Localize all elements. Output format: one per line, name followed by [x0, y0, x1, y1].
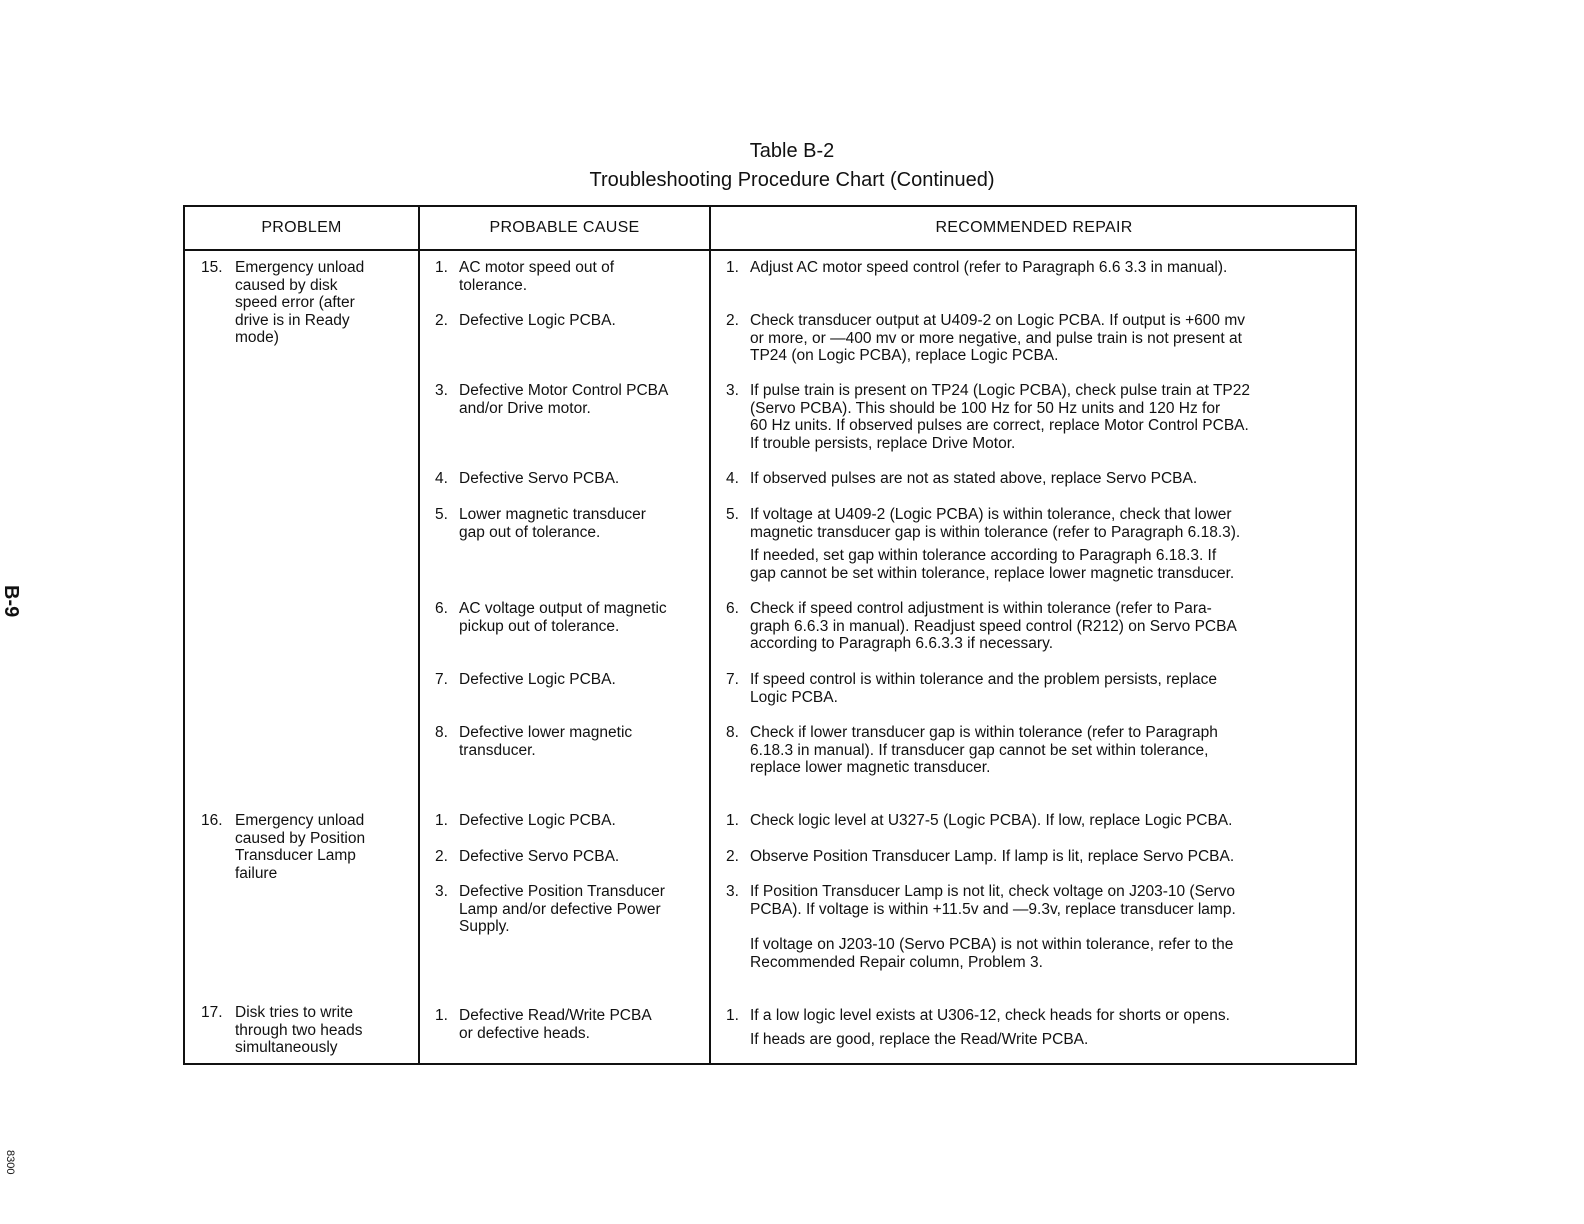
item-number: 5. — [726, 506, 739, 523]
item-number: 3. — [435, 883, 448, 900]
item-number: 6. — [435, 600, 448, 617]
item-number: 3. — [726, 382, 739, 399]
item-number: 7. — [435, 671, 448, 688]
problem-text: Emergency unload caused by Position Transducer Lamp failure — [235, 812, 366, 882]
item-text: Defective Servo PCBA. — [459, 470, 620, 487]
item-text: Lower magnetic transducer gap out of tolerance. — [459, 506, 646, 541]
header-divider — [185, 249, 1355, 251]
problem-text: Emergency unload caused by disk speed error (after drive is in Ready mode) — [235, 259, 365, 347]
problem-number: 17. — [201, 1004, 223, 1021]
page-number: B-9 — [0, 585, 22, 618]
item-text: If heads are good, replace the Read/Write PCBA. — [750, 1031, 1089, 1048]
item-text: Adjust AC motor speed control (refer to Paragraph 6.6 3.3 in manual). — [750, 259, 1228, 276]
item-text: Defective Read/Write PCBA or defective heads. — [459, 1007, 652, 1042]
item-number: 1. — [435, 259, 448, 276]
item-number: 3. — [435, 382, 448, 399]
item-text: Check logic level at U327-5 (Logic PCBA). If low, replace Logic PCBA. — [750, 812, 1233, 829]
item-text: Defective Logic PCBA. — [459, 671, 616, 688]
item-text: Defective lower magnetic transducer. — [459, 724, 633, 759]
item-number: 2. — [726, 848, 739, 865]
item-text: Defective Logic PCBA. — [459, 312, 616, 329]
problem-number: 16. — [201, 812, 223, 829]
item-number: 1. — [726, 259, 739, 276]
item-text: If pulse train is present on TP24 (Logic PCBA), check pulse train at TP22 (Servo PCBA). This should be 100 Hz for 50 Hz units and 120 Hz for 60 Hz units. If observed pulses are correct, replace Motor Control PCBA. If trouble persists, replace Drive Motor. — [750, 382, 1250, 452]
item-number: 4. — [726, 470, 739, 487]
item-number: 2. — [726, 312, 739, 329]
item-text: AC motor speed out of tolerance. — [459, 259, 615, 294]
table-title: Troubleshooting Procedure Chart (Continued) — [589, 169, 995, 191]
item-number: 7. — [726, 671, 739, 688]
item-text: Check if speed control adjustment is within tolerance (refer to Para- graph 6.6.3 in manual). Readjust speed control (R212) on Servo PCBA according to Paragraph 6.6.3.3 if necessary. — [750, 600, 1237, 653]
problem-number: 15. — [201, 259, 223, 276]
item-text: Check if lower transducer gap is within tolerance (refer to Paragraph 6.18.3 in manual). If transducer gap cannot be set within tolerance, replace lower magnetic transducer. — [750, 724, 1218, 777]
document-code: 8300 — [4, 1150, 16, 1175]
troubleshooting-table — [183, 205, 1357, 1065]
item-number: 1. — [435, 1007, 448, 1024]
item-text: AC voltage output of magnetic pickup out of tolerance. — [459, 600, 667, 635]
item-number: 1. — [726, 812, 739, 829]
item-number: 2. — [435, 312, 448, 329]
item-text: If a low logic level exists at U306-12, check heads for shorts or opens. — [750, 1007, 1230, 1024]
item-text: Check transducer output at U409-2 on Logic PCBA. If output is +600 mv or more, or —400 mv or more negative, and pulse train is not present at TP24 (on Logic PCBA), replace Logic PCBA. — [750, 312, 1245, 365]
item-text: Defective Servo PCBA. — [459, 848, 620, 865]
item-number: 4. — [435, 470, 448, 487]
item-text: If needed, set gap within tolerance according to Paragraph 6.18.3. If gap cannot be set within tolerance, replace lower magnetic transducer. — [750, 547, 1235, 582]
item-number: 6. — [726, 600, 739, 617]
item-text: If observed pulses are not as stated above, replace Servo PCBA. — [750, 470, 1198, 487]
column-divider — [709, 207, 711, 1063]
problem-text: Disk tries to write through two heads simultaneously — [235, 1004, 363, 1057]
item-number: 1. — [726, 1007, 739, 1024]
table-number: Table B-2 — [749, 140, 835, 162]
item-text: If speed control is within tolerance and the problem persists, replace Logic PCBA. — [750, 671, 1217, 706]
item-number: 3. — [726, 883, 739, 900]
header-probable-cause: PROBABLE CAUSE — [489, 219, 640, 236]
item-number: 8. — [726, 724, 739, 741]
item-text: Defective Position Transducer Lamp and/or defective Power Supply. — [459, 883, 665, 936]
header-problem: PROBLEM — [261, 219, 342, 236]
column-divider — [418, 207, 420, 1063]
item-number: 8. — [435, 724, 448, 741]
item-text: If voltage on J203-10 (Servo PCBA) is not within tolerance, refer to the Recommended Repair column, Problem 3. — [750, 936, 1234, 971]
item-number: 2. — [435, 848, 448, 865]
item-text: Defective Motor Control PCBA and/or Drive motor. — [459, 382, 669, 417]
item-number: 1. — [435, 812, 448, 829]
item-text: Defective Logic PCBA. — [459, 812, 616, 829]
header-recommended-repair: RECOMMENDED REPAIR — [935, 219, 1133, 236]
item-text: Observe Position Transducer Lamp. If lamp is lit, replace Servo PCBA. — [750, 848, 1235, 865]
item-number: 5. — [435, 506, 448, 523]
item-text: If voltage at U409-2 (Logic PCBA) is within tolerance, check that lower magnetic transducer gap is within tolerance (refer to Paragraph 6.18.3). — [750, 506, 1241, 541]
item-text: If Position Transducer Lamp is not lit, check voltage on J203-10 (Servo PCBA). If voltage is within +11.5v and —9.3v, replace transducer lamp. — [750, 883, 1236, 918]
